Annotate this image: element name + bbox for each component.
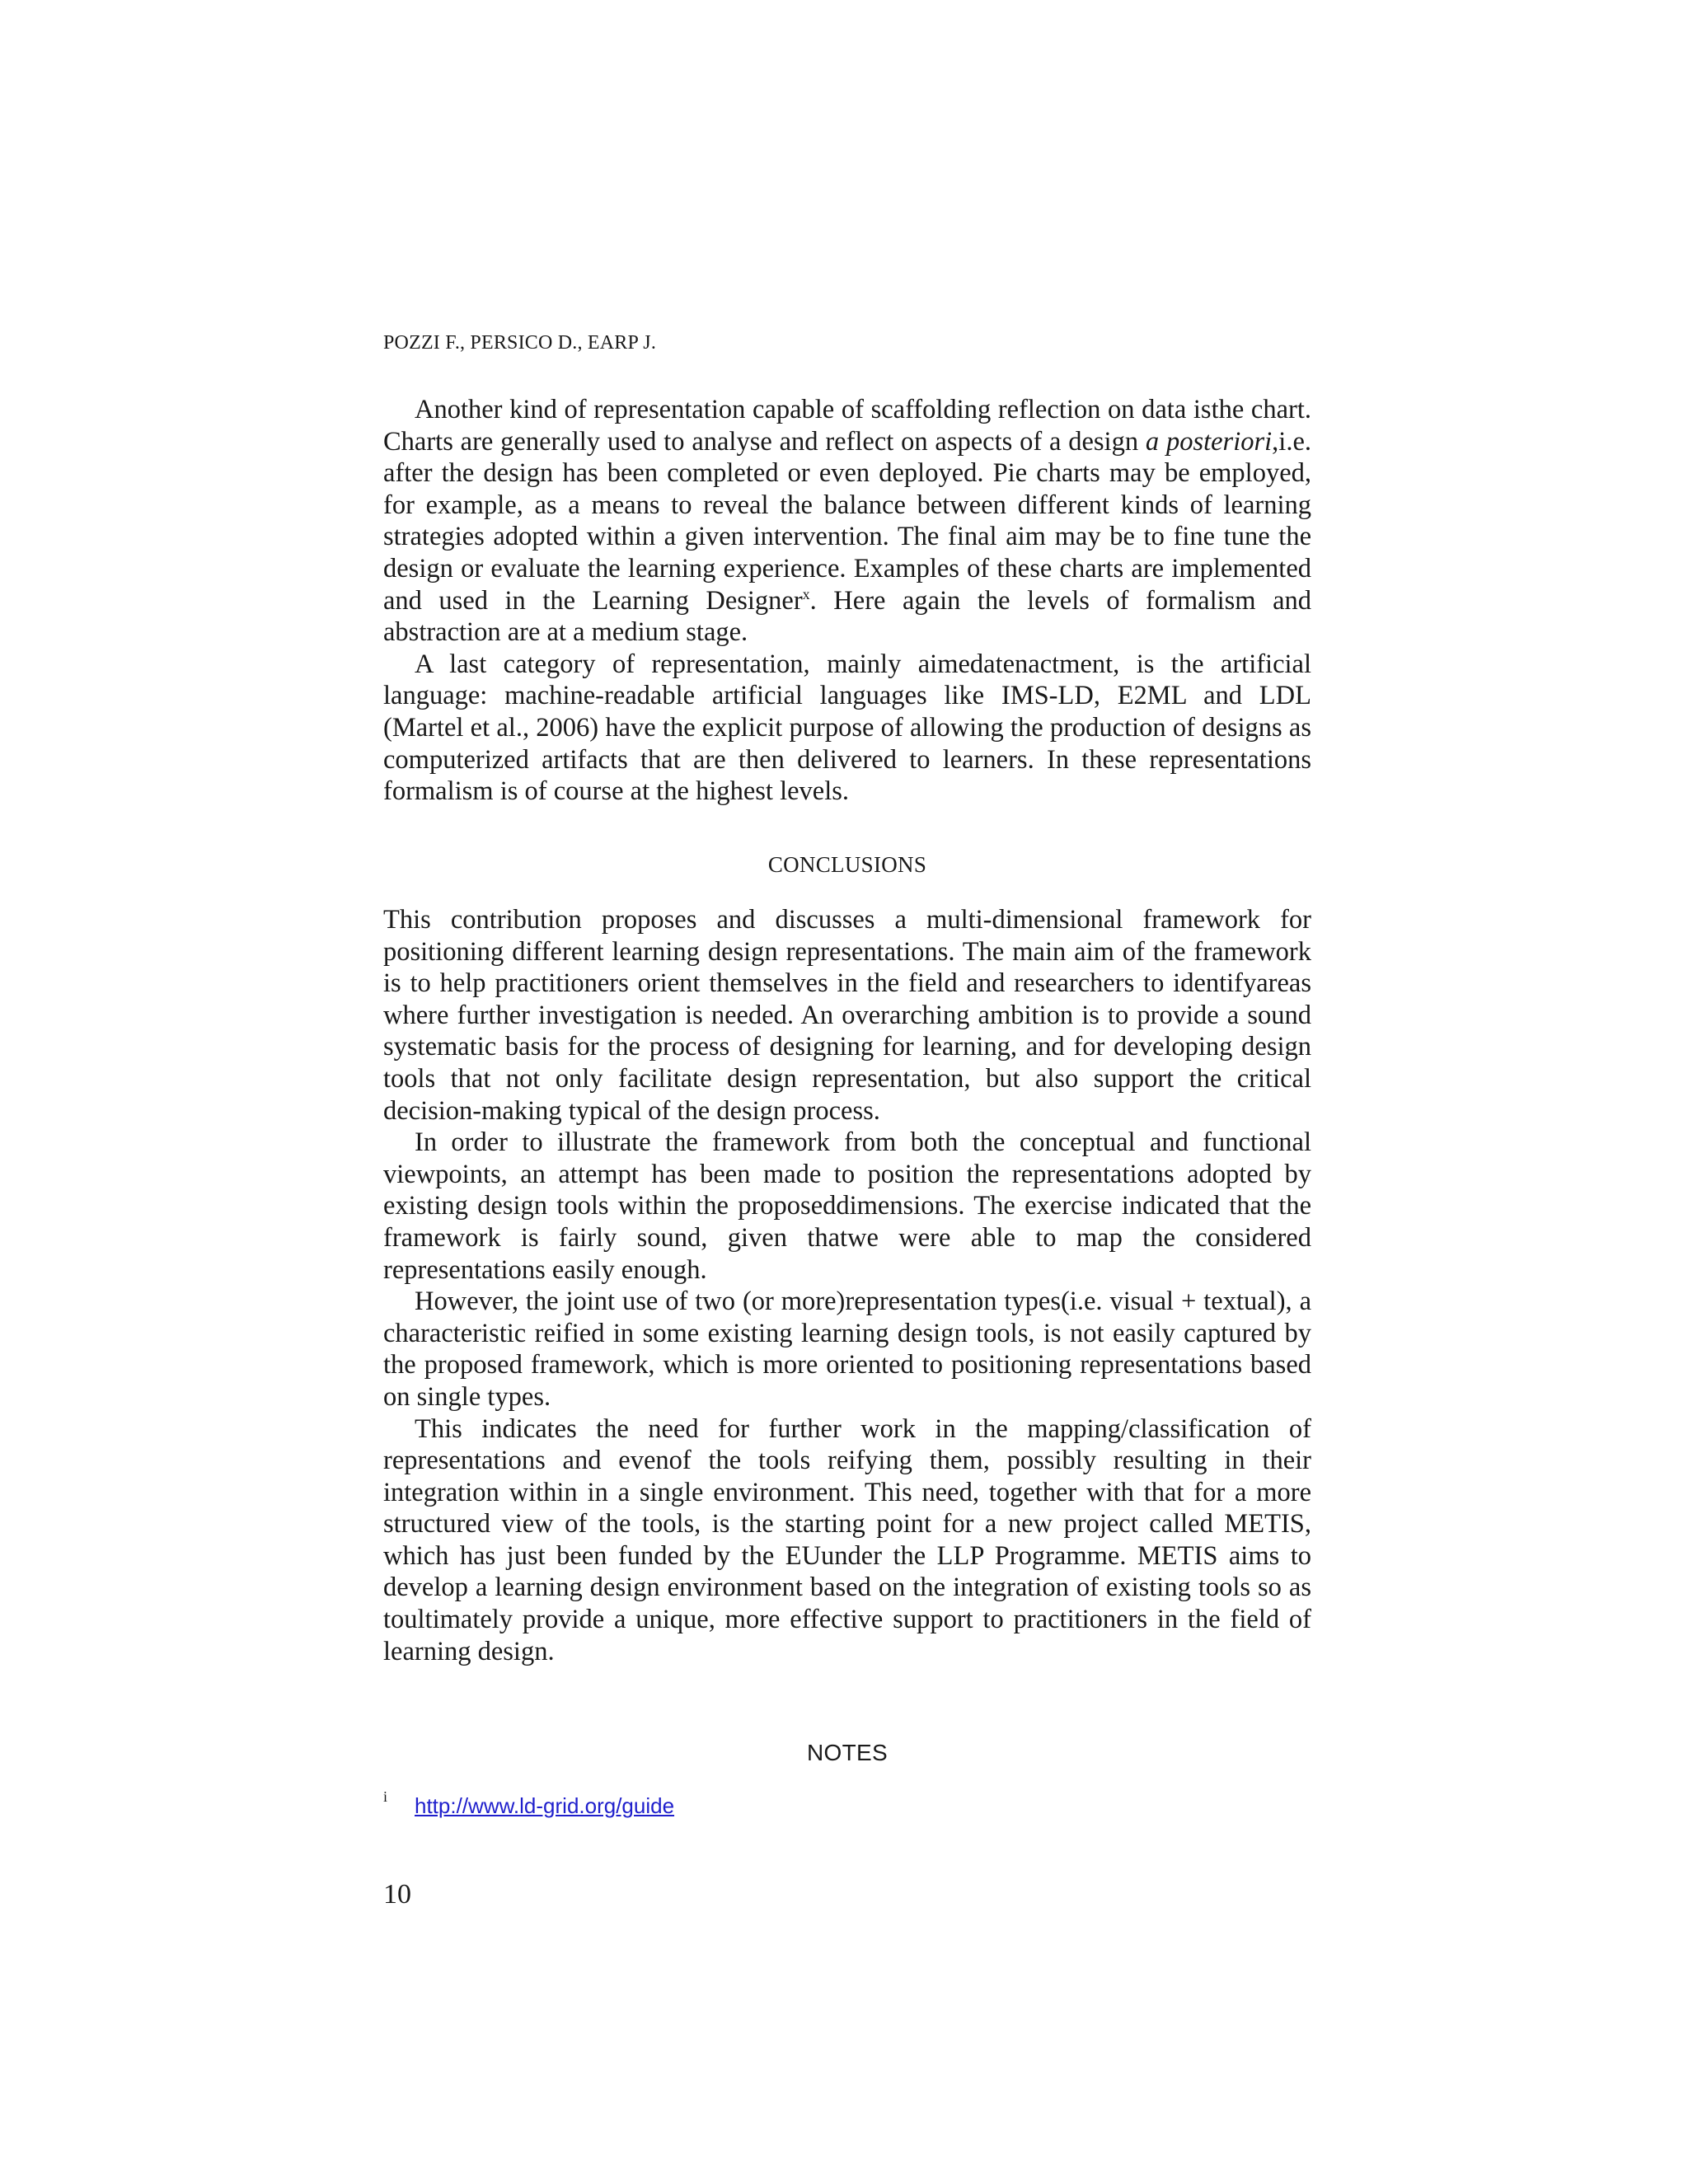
paragraph-text: . Here again the levels of formalism and abstraction are at a medium stage. [383,585,1311,648]
conclusions-paragraph-4: This indicates the need for further work in the mapping/classification of representations and evenof the tools reifying them, possibly resulting in their integration within in a single environment. This need, together with that for a more structured view of the tools, is the starting point for a new project called METIS, which has just been funded by the EUunder the LLP Programme. METIS aims to develop a learning design environment based on the integration of existing tools so as toultimately provide a unique, more effective support to practitioners in the field of learning design. [383,1413,1311,1666]
note-link[interactable]: http://www.ld-grid.org/guide [415,1793,675,1818]
conclusions-heading: CONCLUSIONS [767,852,927,877]
conclusions-body [383,904,1311,1667]
notes-heading: NOTES [807,1740,888,1765]
section-body [383,394,1311,808]
footnote-marker: x [802,585,810,602]
note-marker: i [383,1788,388,1805]
page-number: 10 [383,1879,411,1910]
running-head: POZZI F., PERSICO D., EARP J. [383,332,657,354]
paragraph-artificial-language: A last category of representation, mainly aimedatenactment, is the artificial language: machine-readable artificial languages like IMS-LD, E2ML and LDL (Martel et al., 2006) have the explicit purpose of allowing the production of designs as computerized artifacts that are then delivered to learners. In these representations formalism is of course at the highest levels. [383,649,1311,807]
paragraph-text: Another kind of representation capable of scaffolding reflection on data isthe chart. Charts are generally used to analyse and reflect on aspects of a design [383,395,1311,457]
paragraph-charts [383,394,1311,649]
conclusions-paragraph-3: However, the joint use of two (or more)representation types(i.e. visual + textual), a characteristic reified in some existing learning design tools, is not easily captured by the proposed framework, which is more oriented to positioning representations based on single types. [383,1286,1311,1412]
paragraph-text: ,i.e. after the design has been completed or even deployed. Pie charts may be employed, for example, as a means to reveal the balance between different kinds of learning strategies adopted within a given intervention. The final aim may be to fine tune the design or evaluate the learning experience. Examples of these charts are implemented and used in the Learning Designer [383,426,1312,616]
conclusions-paragraph-2: In order to illustrate the framework from both the conceptual and functional viewpoints, an attempt has been made to position the representations adopted by existing design tools within the proposeddimensions. The exercise indicated that the framework is fairly sound, given thatwe were able to map the considered representations easily enough. [383,1127,1311,1285]
italic-term: a posteriori [1145,426,1273,457]
conclusions-paragraph-1: This contribution proposes and discusses a multi-dimensional framework for positioning different learning design representations. The main aim of the framework is to help practitioners orient themselves in the field and researchers to identifyareas where further investigation is needed. An overarching ambition is to provide a sound systematic basis for the process of designing for learning, and for developing design tools that not only facilitate design representation, but also support the critical decision-making typical of the design process. [383,905,1311,1126]
